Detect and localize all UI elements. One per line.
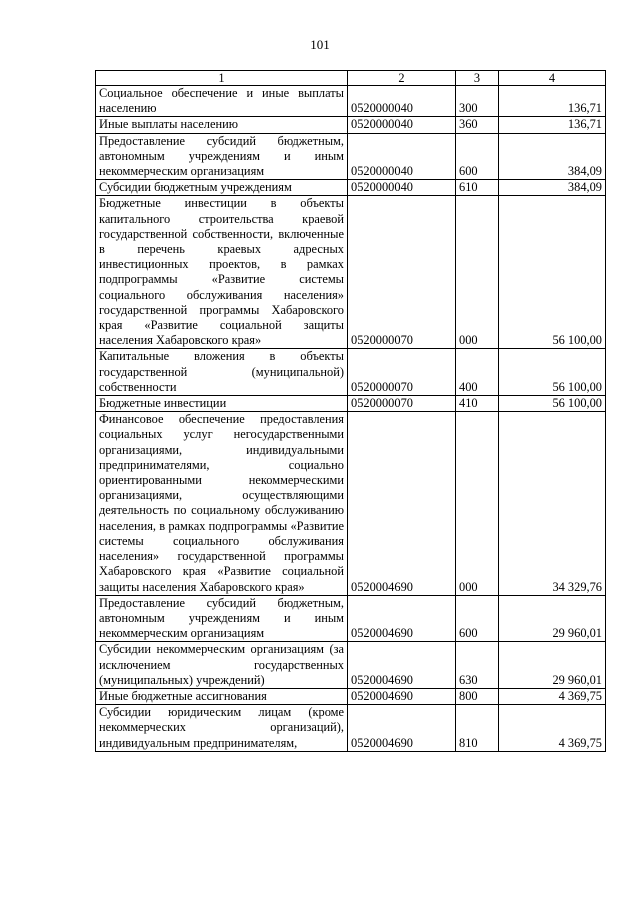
table-row (96, 688, 606, 704)
table-row (96, 117, 606, 133)
header-cell-1: 1 (96, 71, 348, 86)
row-kind-cell: 400 (456, 349, 499, 396)
row-sum-cell: 136,71 (499, 86, 606, 117)
row-sum-cell: 384,09 (499, 180, 606, 196)
row-code-cell: 0520004690 (348, 595, 456, 642)
row-sum-cell: 56 100,00 (499, 396, 606, 412)
row-name-cell: Предоставление субсидий бюджетным, автономным учреждениям и иным некоммерческим организациям (96, 595, 348, 642)
row-kind-cell: 600 (456, 595, 499, 642)
row-name-cell: Капитальные вложения в объекты государственной (муниципальной) собственности (96, 349, 348, 396)
table-row (96, 595, 606, 642)
row-code-cell: 0520000070 (348, 349, 456, 396)
row-code-cell: 0520000040 (348, 117, 456, 133)
row-name-cell: Социальное обеспечение и иные выплаты населению (96, 86, 348, 117)
row-sum-cell: 56 100,00 (499, 349, 606, 396)
table-row (96, 86, 606, 117)
row-code-cell: 0520000070 (348, 196, 456, 349)
row-sum-cell: 136,71 (499, 117, 606, 133)
row-kind-cell: 610 (456, 180, 499, 196)
row-code-cell: 0520004690 (348, 705, 456, 752)
row-sum-cell: 34 329,76 (499, 412, 606, 595)
row-name-cell: Субсидии бюджетным учреждениям (96, 180, 348, 196)
header-cell-4: 4 (499, 71, 606, 86)
header-cell-3: 3 (456, 71, 499, 86)
row-sum-cell: 29 960,01 (499, 642, 606, 689)
row-kind-cell: 000 (456, 412, 499, 595)
page-number: 101 (310, 37, 330, 52)
header-cell-2: 2 (348, 71, 456, 86)
row-code-cell: 0520000040 (348, 180, 456, 196)
row-kind-cell: 800 (456, 688, 499, 704)
row-sum-cell: 4 369,75 (499, 688, 606, 704)
row-name-cell: Финансовое обеспечение предоставления социальных услуг негосударственными организациями, индивидуальными предпринимателями, социально ориентированными некоммерческими организациями, осуществляющими деятельность по социальному обслуживанию населения, в рамках подпрограммы «Развитие системы социального обслуживания населения» государственной программы Хабаровского края «Развитие социальной защиты населения Хабаровского края» (96, 412, 348, 595)
table-row (96, 196, 606, 349)
row-sum-cell: 4 369,75 (499, 705, 606, 752)
row-name-cell: Иные бюджетные ассигнования (96, 688, 348, 704)
row-sum-cell: 29 960,01 (499, 595, 606, 642)
table-row (96, 180, 606, 196)
row-kind-cell: 300 (456, 86, 499, 117)
row-code-cell: 0520004690 (348, 688, 456, 704)
row-kind-cell: 600 (456, 133, 499, 180)
row-code-cell: 0520004690 (348, 642, 456, 689)
row-code-cell: 0520000070 (348, 396, 456, 412)
row-name-cell: Бюджетные инвестиции (96, 396, 348, 412)
row-code-cell: 0520000040 (348, 86, 456, 117)
row-code-cell: 0520000040 (348, 133, 456, 180)
row-kind-cell: 630 (456, 642, 499, 689)
table-row (96, 412, 606, 595)
row-sum-cell: 384,09 (499, 133, 606, 180)
table-header-row (96, 71, 606, 86)
table-row (96, 396, 606, 412)
row-name-cell: Иные выплаты населению (96, 117, 348, 133)
table-row (96, 349, 606, 396)
row-kind-cell: 000 (456, 196, 499, 349)
table-row (96, 133, 606, 180)
table-row (96, 642, 606, 689)
row-kind-cell: 810 (456, 705, 499, 752)
budget-table (95, 70, 606, 752)
row-name-cell: Субсидии некоммерческим организациям (за исключением государственных (муниципальных) учреждений) (96, 642, 348, 689)
table-row (96, 705, 606, 752)
row-kind-cell: 410 (456, 396, 499, 412)
row-sum-cell: 56 100,00 (499, 196, 606, 349)
row-name-cell: Субсидии юридическим лицам (кроме некоммерческих организаций), индивидуальным предпринимателям, (96, 705, 348, 752)
row-kind-cell: 360 (456, 117, 499, 133)
row-name-cell: Предоставление субсидий бюджетным, автономным учреждениям и иным некоммерческим организациям (96, 133, 348, 180)
row-code-cell: 0520004690 (348, 412, 456, 595)
row-name-cell: Бюджетные инвестиции в объекты капитального строительства краевой государственной собственности, включенные в перечень краевых адресных инвестиционных проектов, в рамках подпрограммы «Развитие системы социального обслуживания населения» государственной программы Хабаровского края «Развитие социальной защиты населения Хабаровского края» (96, 196, 348, 349)
